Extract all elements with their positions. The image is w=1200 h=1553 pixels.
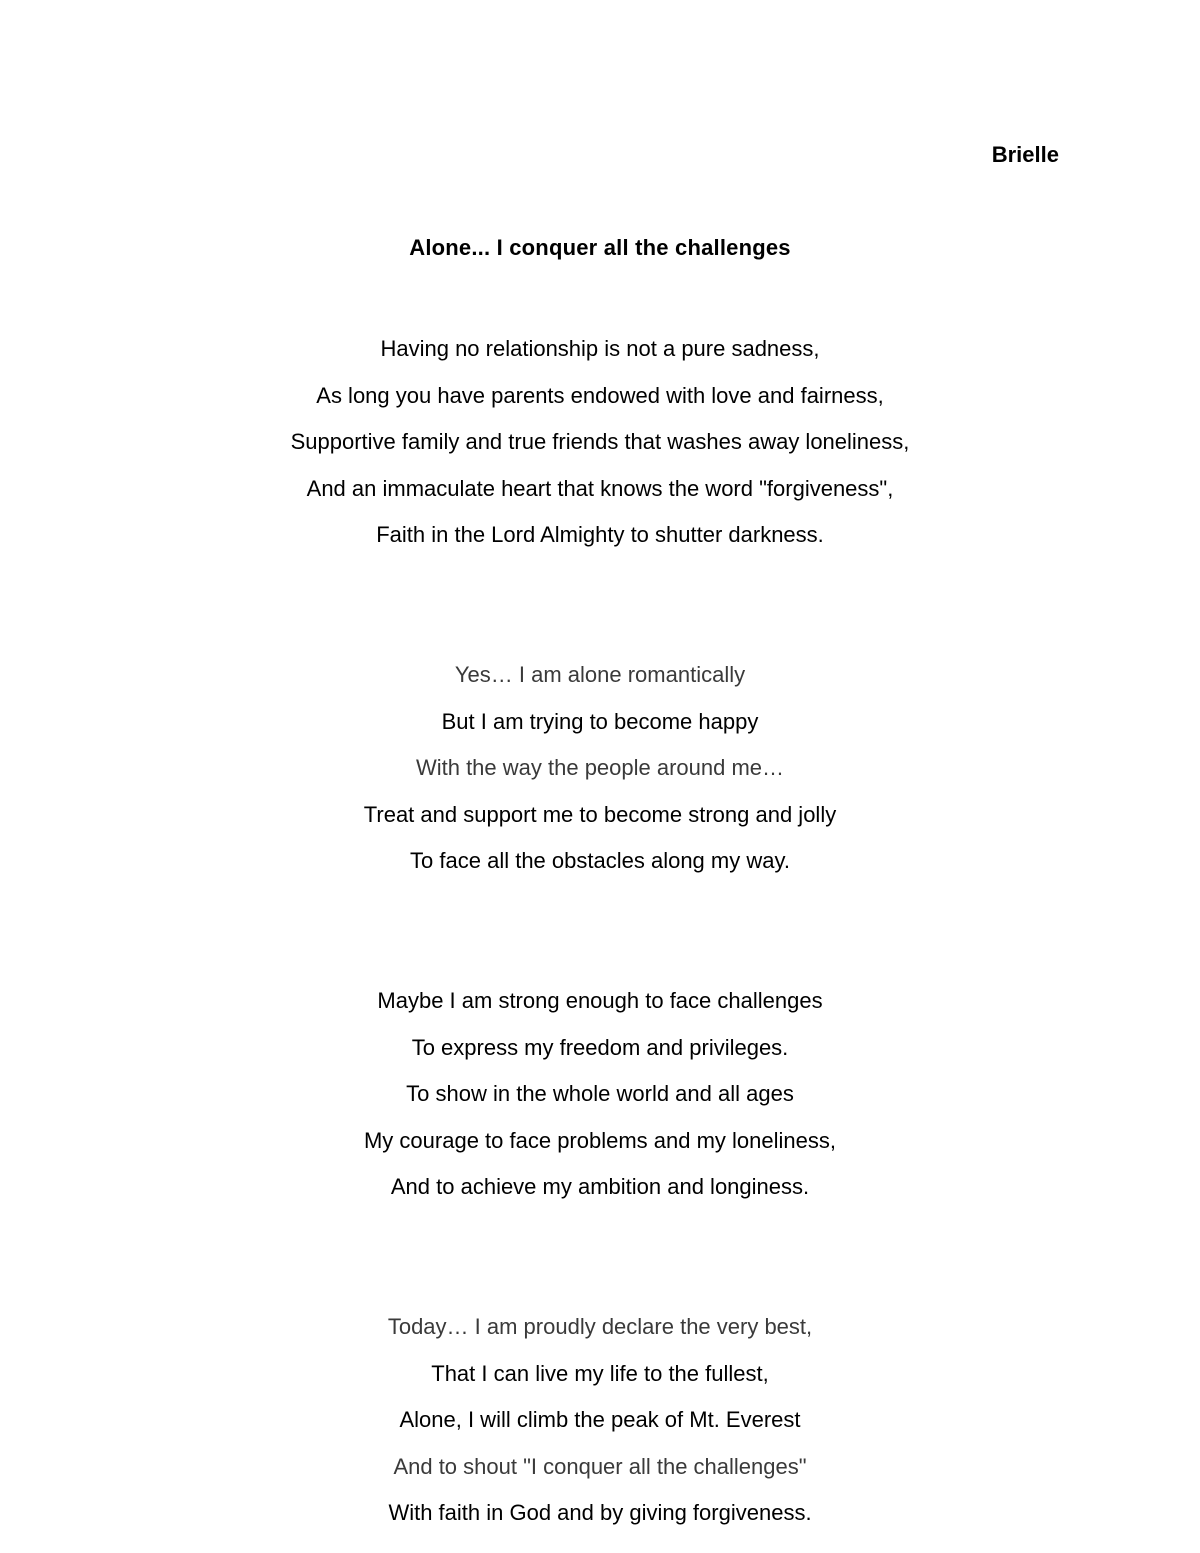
poem-line: But I am trying to become happy [441, 708, 759, 734]
stanza-4 [0, 1304, 1200, 1537]
poem-line: And to achieve my ambition and longiness. [390, 1174, 810, 1200]
poem-line: My courage to face problems and my loneliness, [363, 1127, 836, 1153]
poem-line: Supportive family and true friends that washes away loneliness, [290, 429, 910, 455]
poem-line: Today… I am proudly declare the very best, [387, 1313, 813, 1339]
poem-body [0, 326, 1200, 1537]
poem-line: That I can live my life to the fullest, [431, 1360, 769, 1386]
poem-line: And an immaculate heart that knows the word "forgiveness", [306, 475, 894, 501]
poem-line: Having no relationship is not a pure sadness, [380, 336, 820, 361]
stanza-1 [0, 326, 1200, 559]
poem-line: Yes… I am alone romantically [454, 661, 746, 687]
poem-line: Faith in the Lord Almighty to shutter darkness. [376, 522, 824, 548]
poem-title: Alone... I conquer all the challenges [409, 235, 791, 260]
poem-line: With faith in God and by giving forgiveness. [388, 1500, 812, 1526]
poem-line: With the way the people around me… [415, 755, 785, 781]
poem-line: As long you have parents endowed with love and fairness, [316, 382, 884, 408]
poem-line: To show in the whole world and all ages [406, 1081, 794, 1107]
stanza-3 [0, 978, 1200, 1211]
stanza-2 [0, 652, 1200, 885]
author-name: Brielle [991, 142, 1059, 167]
poem-line: Maybe I am strong enough to face challenges [377, 987, 823, 1013]
poem-line: To face all the obstacles along my way. [410, 848, 790, 874]
poem-line: To express my freedom and privileges. [411, 1034, 789, 1060]
poem-line: Alone, I will climb the peak of Mt. Everest [399, 1407, 801, 1433]
poem-line: Treat and support me to become strong and jolly [363, 801, 837, 827]
poem-line: And to shout "I conquer all the challenges" [393, 1453, 807, 1479]
